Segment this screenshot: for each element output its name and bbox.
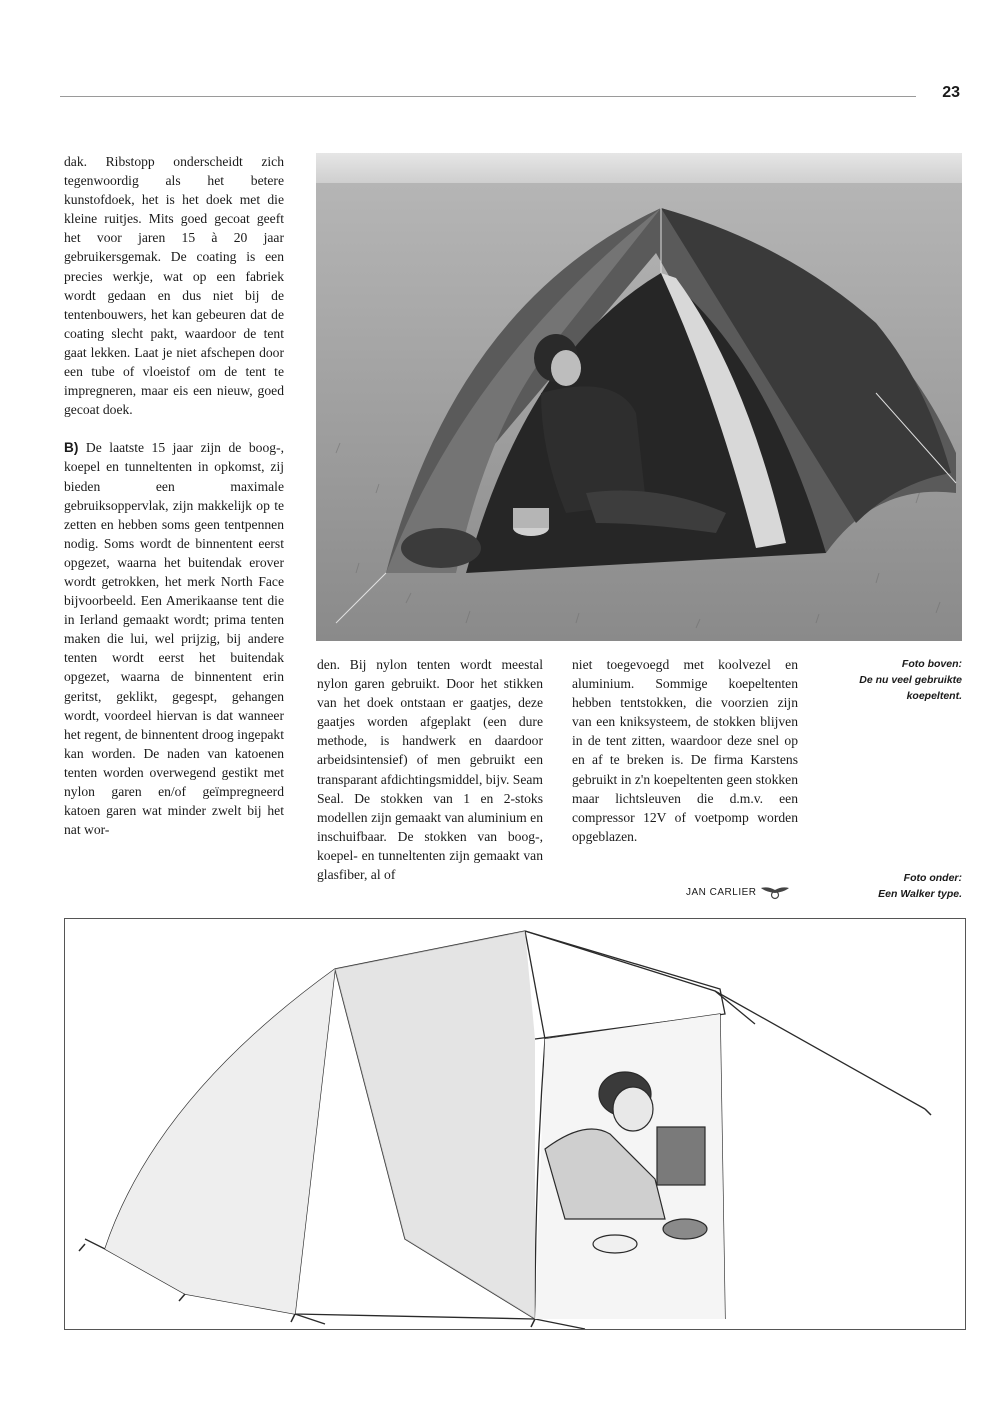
paragraph-2-text: De laatste 15 jaar zijn de boog-, koepel en tunneltenten in opkomst, zij bieden een maximale gebruiksoppervlak, zijn makkelijk op te zetten en hebben soms geen tentpennen nodig. Soms wordt de binnentent eerst opgezet, waarna het buitendak erover wordt getrokken, het merk North Face bijvoorbeeld. Een Amerikaanse tent die in Ierland gemaakt wordt; prima tenten maken die lui, wel prijzig, bij andere tenten wordt eerst het buitendak opgezet, waarna de binnentent erin geritst, geklikt, gegespt, gehangen wordt, voordeel hiervan is dat wanneer het regent, de binnentent droog ingepakt kan worden. De naden van katoenen tenten worden overwegend gestikt met nylon garen en/of geïmpregneerd katoen garen wat minder zwelt bij het nat wor- bbox=[64, 440, 284, 838]
page-number: 23 bbox=[942, 84, 960, 101]
caption-top-title: Foto boven: bbox=[901, 658, 962, 670]
walker-tent-illustration bbox=[64, 918, 966, 1330]
dome-tent-photo bbox=[316, 153, 962, 641]
author-byline: JAN CARLIER bbox=[686, 887, 757, 898]
text-column-1 bbox=[64, 152, 284, 839]
text-column-2 bbox=[317, 655, 543, 884]
caption-bottom-text: Een Walker type. bbox=[878, 888, 962, 900]
caption-top bbox=[812, 656, 962, 704]
paragraph-2 bbox=[64, 438, 284, 839]
caption-bottom bbox=[812, 870, 962, 902]
paragraph-1: dak. Ribstopp onderscheidt zich tegenwoordig als het betere kunstofdoek, het is het doek met die kleine ruitjes. Mits goed gecoat geeft het voor jaren 15 à 20 jaar gebruikersgemak. De coating is een precies werkje, wat op een fabriek wordt gedaan en dus niet bij de tentenbouwers, het kan gebeuren dat de coating slecht pakt, waardoor de tent gaat lekken. Laat je niet afschepen door een tube of vloeistof om de tent te impregneren, maar eis een nieuw, goed gecoat doek. bbox=[64, 154, 284, 418]
wings-emblem-icon bbox=[760, 884, 790, 900]
paragraph-3: den. Bij nylon tenten wordt meestal nylon garen gebruikt. Door het stikken van het doek ontstaan er gaatjes, deze gaatjes worden afgeplakt (een dure methode, is handwerk en daardoor arbeidsintensief) of men gebruikt een transparant afdichtingsmiddel, bijv. Seam Seal. De stokken van 1 en 2-stoks modellen zijn gemaakt van aluminium en inschuifbaar. De stokken van boog-, koepel- en tunneltenten zijn gemaakt van glasfiber, al of bbox=[317, 657, 544, 883]
caption-bottom-title: Foto onder: bbox=[903, 872, 962, 884]
text-column-3 bbox=[572, 655, 798, 846]
caption-top-text: De nu veel gebruikte koepeltent. bbox=[859, 674, 962, 702]
paragraph-lead: B) bbox=[64, 440, 79, 456]
header-rule bbox=[60, 96, 916, 97]
paragraph-4: niet toegevoegd met koolvezel en aluminium. Sommige koepeltenten hebben tentstokken, die voorzien zijn van een kniksysteem, de stokken blijven in de tent zitten, waardoor deze snel op en af te breken is. De firma Karstens gebruikt in z'n koepeltenten geen stokken maar lichtsleuven die d.m.v. een compressor 12V of voetpomp worden opgeblazen. bbox=[572, 657, 798, 844]
